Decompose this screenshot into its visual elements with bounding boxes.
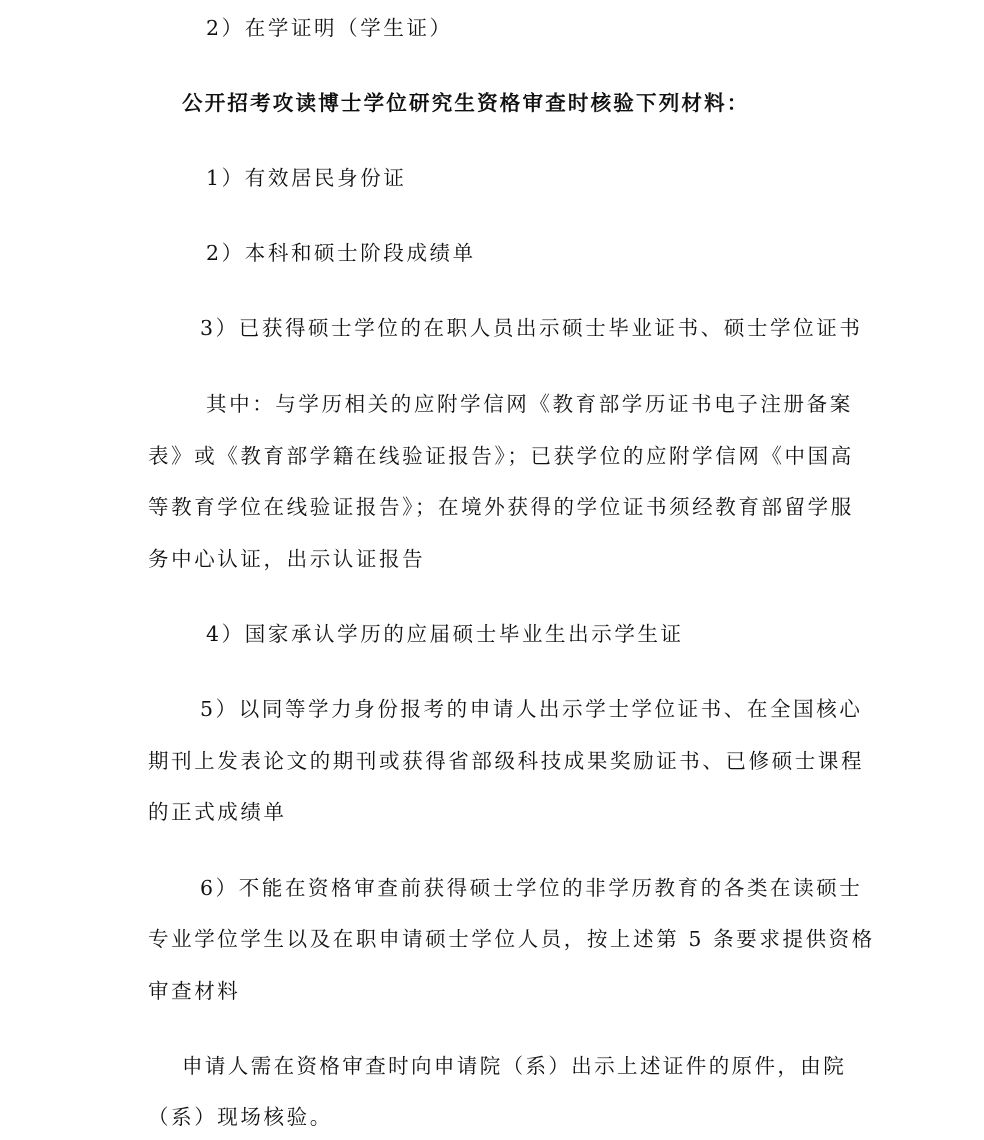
section-heading-phd-materials: 公开招考攻读博士学位研究生资格审查时核验下列材料： xyxy=(182,91,750,115)
item-masters-certificates: 3）已获得硕士学位的在职人员出示硕士毕业证书、硕士学位证书 xyxy=(200,316,863,340)
closing-note-line-1: 申请人需在资格审查时向申请院（系）出示上述证件的原件，由院 xyxy=(182,1054,847,1078)
item-non-degree-students-line-2: 专业学位学生以及在职申请硕士学位人员，按上述第 5 条要求提供资格 xyxy=(148,927,875,951)
closing-note-line-2: （系）现场核验。 xyxy=(148,1105,333,1129)
item-id-card: 1）有效居民身份证 xyxy=(206,166,407,190)
item-equivalent-education-line-1: 5）以同等学力身份报考的申请人出示学士学位证书、在全国核心 xyxy=(200,697,863,721)
item-non-degree-students-line-1: 6）不能在资格审查前获得硕士学位的非学历教育的各类在读硕士 xyxy=(200,876,863,900)
note-verification-line-2: 表》或《教育部学籍在线验证报告》；已获学位的应附学信网《中国高 xyxy=(148,444,854,468)
note-verification-line-3: 等教育学位在线验证报告》；在境外获得的学位证书须经教育部留学服 xyxy=(148,495,854,519)
note-verification-line-4: 务中心认证，出示认证报告 xyxy=(148,547,426,571)
note-verification-line-1: 其中：与学历相关的应附学信网《教育部学历证书电子注册备案 xyxy=(206,392,853,416)
item-graduating-student-card: 4）国家承认学历的应届硕士毕业生出示学生证 xyxy=(206,622,684,646)
item-equivalent-education-line-3: 的正式成绩单 xyxy=(148,800,287,824)
item-transcripts: 2）本科和硕士阶段成绩单 xyxy=(206,241,476,265)
item-equivalent-education-line-2: 期刊上发表论文的期刊或获得省部级科技成果奖励证书、已修硕士课程 xyxy=(148,749,865,773)
item-student-status-proof: 2）在学证明（学生证） xyxy=(206,16,453,40)
item-non-degree-students-line-3: 审查材料 xyxy=(148,979,241,1003)
